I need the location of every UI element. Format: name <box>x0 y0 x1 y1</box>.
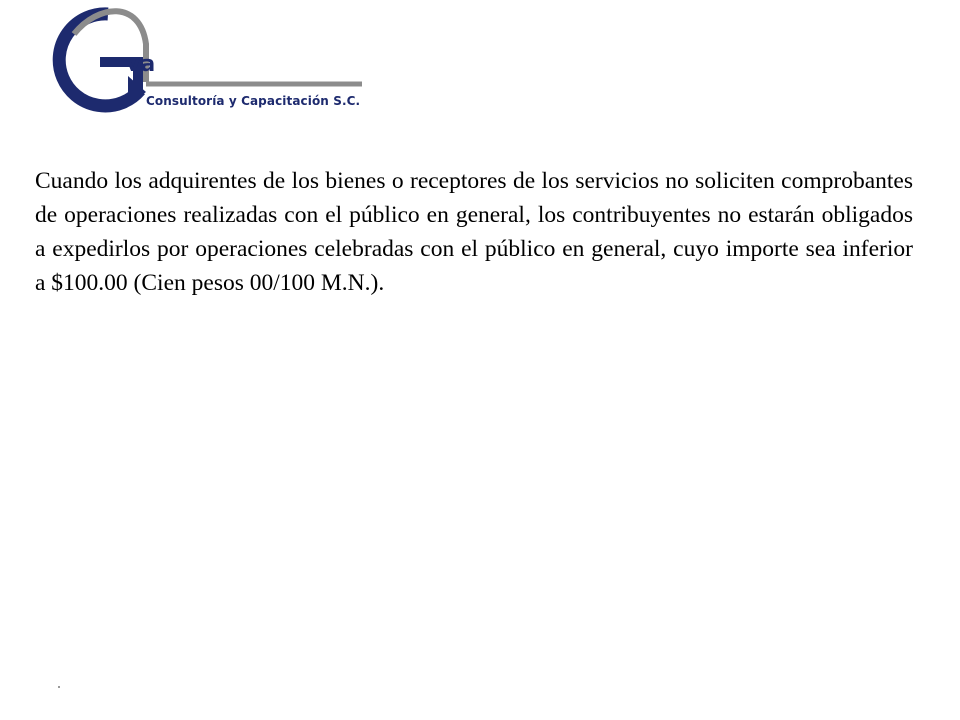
logo-letters: va <box>126 52 156 77</box>
footer-dot <box>58 686 60 688</box>
document-paragraph: Cuando los adquirentes de los bienes o receptores de los servicios no soliciten comprobantes de operaciones realizadas con el público en general, los contribuyentes no estarán obligados a expedirlos por operaciones celebradas con el público en general, cuyo importe sea inferior a $100.00 (Cien pesos 00/100 M.N.). <box>35 168 913 296</box>
company-name: Consultoría y Capacitación S.C. <box>146 94 361 108</box>
company-logo <box>28 4 368 122</box>
